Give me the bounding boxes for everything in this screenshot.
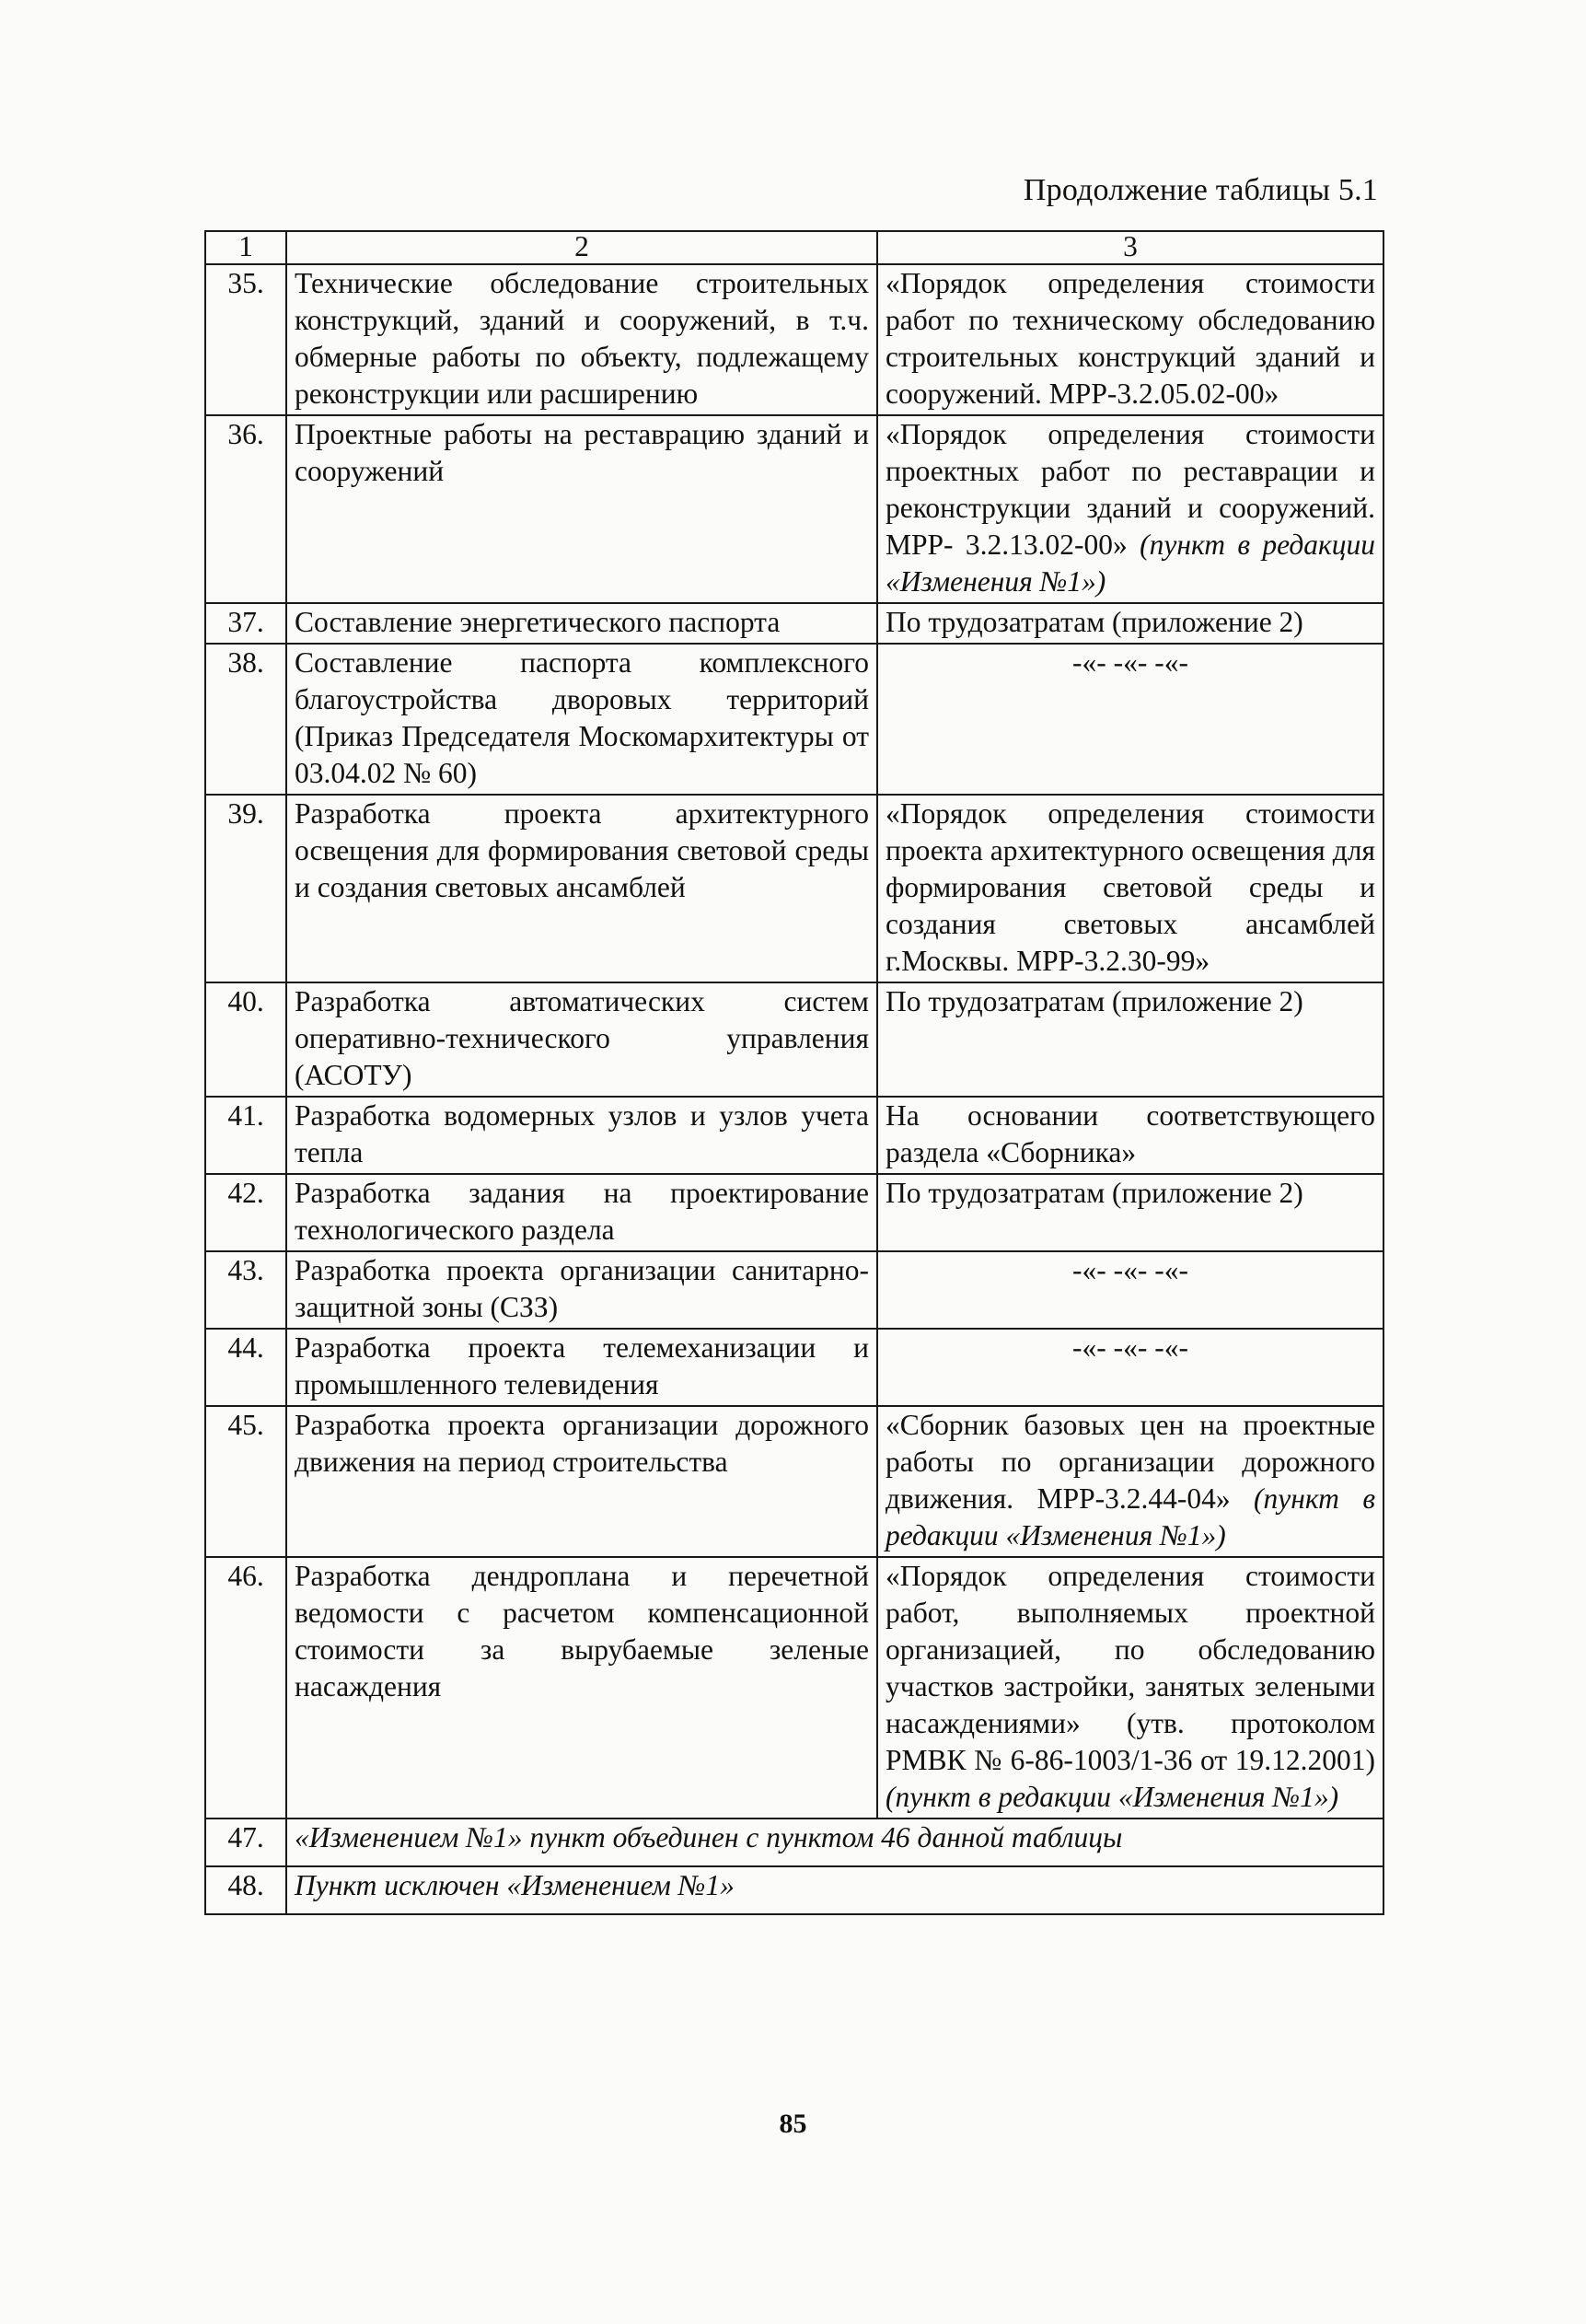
work-name-cell: Технические обследование строительных конструкций, зданий и сооружений, в т.ч. обмерные работы по объекту, подлежащему реконструкции или расширению [286, 264, 877, 415]
basis-text: «Порядок определения стоимости работ по техническому обследованию строительных конструкций зданий и сооружений. МРР-3.2.05.02-00» [886, 267, 1375, 410]
work-name-cell: Разработка проекта телемеханизации и промышленного телевидения [286, 1329, 877, 1406]
table-row [205, 1406, 1383, 1557]
work-name-cell: Разработка проекта организации дорожного движения на период строительства [286, 1406, 877, 1557]
work-name-cell: Составление паспорта комплексного благоустройства дворовых территорий (Приказ Председателя Москомархитектуры от 03.04.02 № 60) [286, 644, 877, 795]
basis-text: По трудозатратам (приложение 2) [886, 1177, 1303, 1209]
amendment-note: (пункт в редакции «Изменения №1») [886, 529, 1375, 598]
basis-text: -«- -«- -«- [1072, 1254, 1188, 1286]
basis-cell [877, 1174, 1383, 1251]
work-name-cell: Проектные работы на реставрацию зданий и сооружений [286, 415, 877, 603]
table-header-row [205, 231, 1383, 264]
basis-cell [877, 982, 1383, 1097]
page-number: 85 [779, 2109, 807, 2139]
row-number: 41. [205, 1097, 286, 1174]
table-row [205, 603, 1383, 644]
work-name-cell: Разработка проекта архитектурного освещения для формирования световой среды и создания световых ансамблей [286, 795, 877, 982]
row-number: 39. [205, 795, 286, 982]
work-name-cell: Разработка дендроплана и перечетной ведомости с расчетом компенсационной стоимости за вырубаемые зеленые насаждения [286, 1557, 877, 1819]
basis-cell [877, 415, 1383, 603]
row-number: 42. [205, 1174, 286, 1251]
table-row [205, 795, 1383, 982]
basis-cell [877, 795, 1383, 982]
table-caption: Продолжение таблицы 5.1 [1023, 173, 1378, 207]
table-row [205, 644, 1383, 795]
work-name-cell: Составление энергетического паспорта [286, 603, 877, 644]
merged-note-cell: «Изменением №1» пункт объединен с пунктом 46 данной таблицы [286, 1819, 1383, 1866]
row-number: 38. [205, 644, 286, 795]
column-header-3: 3 [877, 231, 1383, 264]
row-number: 47. [205, 1819, 286, 1866]
table-row [205, 1329, 1383, 1406]
basis-text: По трудозатратам (приложение 2) [886, 606, 1303, 638]
table-row [205, 264, 1383, 415]
basis-cell [877, 1251, 1383, 1329]
work-name-cell: Разработка водомерных узлов и узлов учета тепла [286, 1097, 877, 1174]
basis-text: По трудозатратам (приложение 2) [886, 985, 1303, 1017]
merged-note-cell: Пункт исключен «Изменением №1» [286, 1866, 1383, 1914]
row-number: 46. [205, 1557, 286, 1819]
basis-cell [877, 1406, 1383, 1557]
table-row-merged [205, 1866, 1383, 1914]
row-number: 43. [205, 1251, 286, 1329]
table-row [205, 982, 1383, 1097]
basis-text: «Порядок определения стоимости работ, выполняемых проектной организацией, по обследованию участков застройки, занятых зелеными насаждениями» (утв. протоколом РМВК № 6-86-1003/1-36 от 19.12.2001) [886, 1560, 1375, 1776]
row-number: 48. [205, 1866, 286, 1914]
work-name-cell: Разработка автоматических систем оперативно-технического управления (АСОТУ) [286, 982, 877, 1097]
basis-text: «Порядок определения стоимости проекта архитектурного освещения для формирования световой среды и создания световых ансамблей г.Москвы. МРР-3.2.30-99» [886, 797, 1375, 977]
basis-cell [877, 1329, 1383, 1406]
row-number: 44. [205, 1329, 286, 1406]
column-header-2: 2 [286, 231, 877, 264]
table-row [205, 1557, 1383, 1819]
basis-text: «Порядок определения стоимости проектных работ по реставрации и реконструкции зданий и сооружений. МРР- 3.2.13.02-00» [886, 418, 1375, 561]
basis-cell [877, 1557, 1383, 1819]
row-number: 40. [205, 982, 286, 1097]
continuation-table [204, 230, 1384, 1915]
basis-text: «Сборник базовых цен на проектные работы по организации дорожного движения. МРР-3.2.44-04» [886, 1409, 1375, 1515]
row-number: 36. [205, 415, 286, 603]
basis-cell [877, 1097, 1383, 1174]
table-row [205, 415, 1383, 603]
basis-cell [877, 264, 1383, 415]
row-number: 45. [205, 1406, 286, 1557]
table-row [205, 1097, 1383, 1174]
table-row [205, 1251, 1383, 1329]
basis-cell [877, 603, 1383, 644]
basis-cell [877, 644, 1383, 795]
row-number: 37. [205, 603, 286, 644]
work-name-cell: Разработка задания на проектирование технологического раздела [286, 1174, 877, 1251]
work-name-cell: Разработка проекта организации санитарно-защитной зоны (СЗЗ) [286, 1251, 877, 1329]
basis-text: -«- -«- -«- [1072, 646, 1188, 679]
amendment-note: (пункт в редакции «Изменения №1») [886, 1781, 1339, 1813]
table-row [205, 1174, 1383, 1251]
basis-text: -«- -«- -«- [1072, 1331, 1188, 1364]
table-row-merged [205, 1819, 1383, 1866]
column-header-1: 1 [205, 231, 286, 264]
amendment-note: (пункт в редакции «Изменения №1») [886, 1482, 1375, 1551]
basis-text: На основании соответствующего раздела «Сборника» [886, 1099, 1375, 1168]
row-number: 35. [205, 264, 286, 415]
